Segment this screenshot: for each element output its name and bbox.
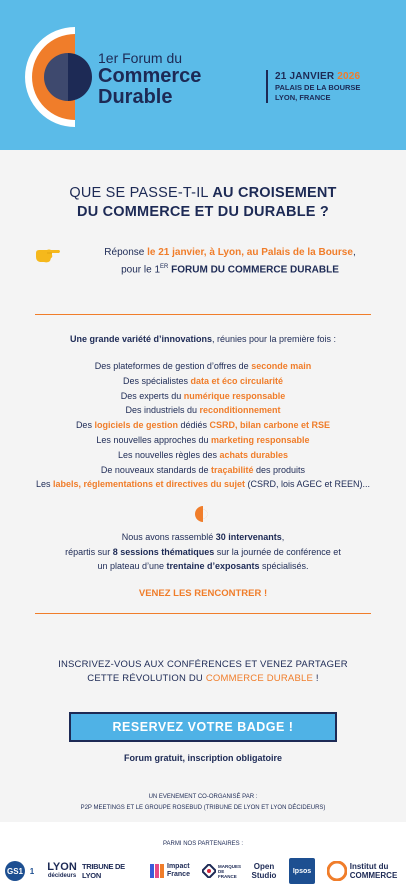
organizer-line1: UN EVENEMENT CO-ORGANISÉ PAR : xyxy=(148,794,258,800)
register-line1: INSCRIVEZ-VOUS AUX CONFÉRENCES ET VENEZ PARTAGER xyxy=(58,659,348,670)
answer-line2-prefix: pour le 1 xyxy=(121,264,161,276)
headline xyxy=(10,184,396,222)
answer-prefix: Réponse xyxy=(104,247,148,258)
list-item: Des experts du numérique responsable xyxy=(120,390,286,401)
pointing-hand-icon xyxy=(35,247,61,263)
list-item: Les nouvelles règles des achats durables xyxy=(117,449,289,460)
reserve-badge-button[interactable]: RESERVEZ VOTRE BADGE ! xyxy=(69,712,337,742)
event-date-block xyxy=(266,70,402,103)
partners-logos xyxy=(4,855,402,887)
cta-text: VENEZ LES RENCONTRER ! xyxy=(138,588,268,599)
list-item: Des industriels du reconditionnement xyxy=(125,405,281,416)
gs1-logo-icon[interactable] xyxy=(4,855,40,887)
svg-text:1: 1 xyxy=(29,867,35,876)
organizer-line2: P2P MEETINGS ET LE GROUPE ROSEBUD (TRIBUNE DE LYON ET LYON DÉCIDEURS) xyxy=(80,805,326,811)
intro-text xyxy=(10,334,396,344)
free-note: Forum gratuit, inscription obligatoire xyxy=(123,753,282,763)
main-content xyxy=(0,150,406,822)
institut-mark-icon xyxy=(327,861,347,881)
forum-title-line1: 1er Forum du xyxy=(98,50,183,66)
hero-banner xyxy=(0,0,406,150)
event-city: LYON, FRANCE xyxy=(275,93,331,102)
answer-highlight: le 21 janvier, à Lyon, au Palais de la Bourse xyxy=(147,247,353,258)
institut-du-commerce-logo-icon[interactable]: Institut du COMMERCE xyxy=(322,855,402,887)
features-list xyxy=(0,359,406,492)
ipsos-logo-icon[interactable]: Ipsos xyxy=(288,855,316,887)
marques-mark-icon xyxy=(202,864,216,878)
tribune-de-lyon-logo-icon[interactable]: TRIBUNE DE LYON xyxy=(82,862,125,880)
forum-title-line3: Durable xyxy=(98,86,173,108)
answer-text xyxy=(70,245,390,277)
impact-france-mark-icon xyxy=(150,864,164,878)
event-venue: PALAIS DE LA BOURSE xyxy=(275,83,361,92)
gs1-logo-svg xyxy=(4,859,40,883)
list-item: Les nouvelles approches du marketing responsable xyxy=(96,434,310,445)
list-item: Les labels, réglementations et directives du sujet (CSRD, lois AGEC et REEN)... xyxy=(35,479,371,490)
svg-text:GS1: GS1 xyxy=(6,867,24,876)
impact-france-logo-icon[interactable]: Impact France xyxy=(142,855,198,887)
event-date xyxy=(275,70,402,83)
event-date-day: 21 JANVIER xyxy=(275,71,338,82)
event-date-year: 2026 xyxy=(337,71,361,82)
intro-bold: Une grande variété d’innovations xyxy=(69,334,212,344)
speakers-text: Nous avons rassemblé 30 intervenants, répartis sur 8 sessions thématiques sur la journée de conférence et un plateau d’une trentaine d’exposants spécialisés. xyxy=(65,532,341,571)
answer-suffix: , xyxy=(352,247,356,258)
lyon-decideurs-logo-icon[interactable]: LYON décideurs xyxy=(47,861,77,879)
intro-rest: , réunies pour la première fois : xyxy=(211,334,337,344)
forum-title-line2: Commerce xyxy=(98,65,202,87)
open-studio-logo-icon[interactable]: Open Studio xyxy=(251,862,277,880)
headline-bold-2: DU COMMERCE ET DU DURABLE ? xyxy=(77,204,329,220)
headline-bold-1: AU CROISEMENT xyxy=(212,185,337,201)
list-item: Des plateformes de gestion d’offres de seconde main xyxy=(94,361,312,371)
list-item: Des spécialistes data et éco circularité xyxy=(122,375,284,386)
headline-plain: QUE SE PASSE-T-IL xyxy=(69,185,213,201)
forum-title xyxy=(98,50,258,108)
answer-line2-sup: ER xyxy=(160,264,169,270)
partners-title: PARMI NOS PARTENAIRES : xyxy=(162,841,243,847)
marques-de-france-logo-icon[interactable]: MARQUES DE FRANCE xyxy=(200,855,244,887)
answer-line2-bold: FORUM DU COMMERCE DURABLE xyxy=(168,264,339,276)
list-item: De nouveaux standards de traçabilité des produits xyxy=(100,464,306,475)
register-text: INSCRIVEZ-VOUS AUX CONFÉRENCES ET VENEZ PARTAGER CETTE RÉVOLUTION DU COMMERCE DURABLE ! xyxy=(10,658,396,686)
forum-mini-logo-icon xyxy=(194,505,212,523)
divider-bottom xyxy=(35,613,371,614)
divider-top xyxy=(35,314,371,315)
list-item: Des logiciels de gestion dédiés CSRD, bilan carbone et RSE xyxy=(75,420,331,431)
